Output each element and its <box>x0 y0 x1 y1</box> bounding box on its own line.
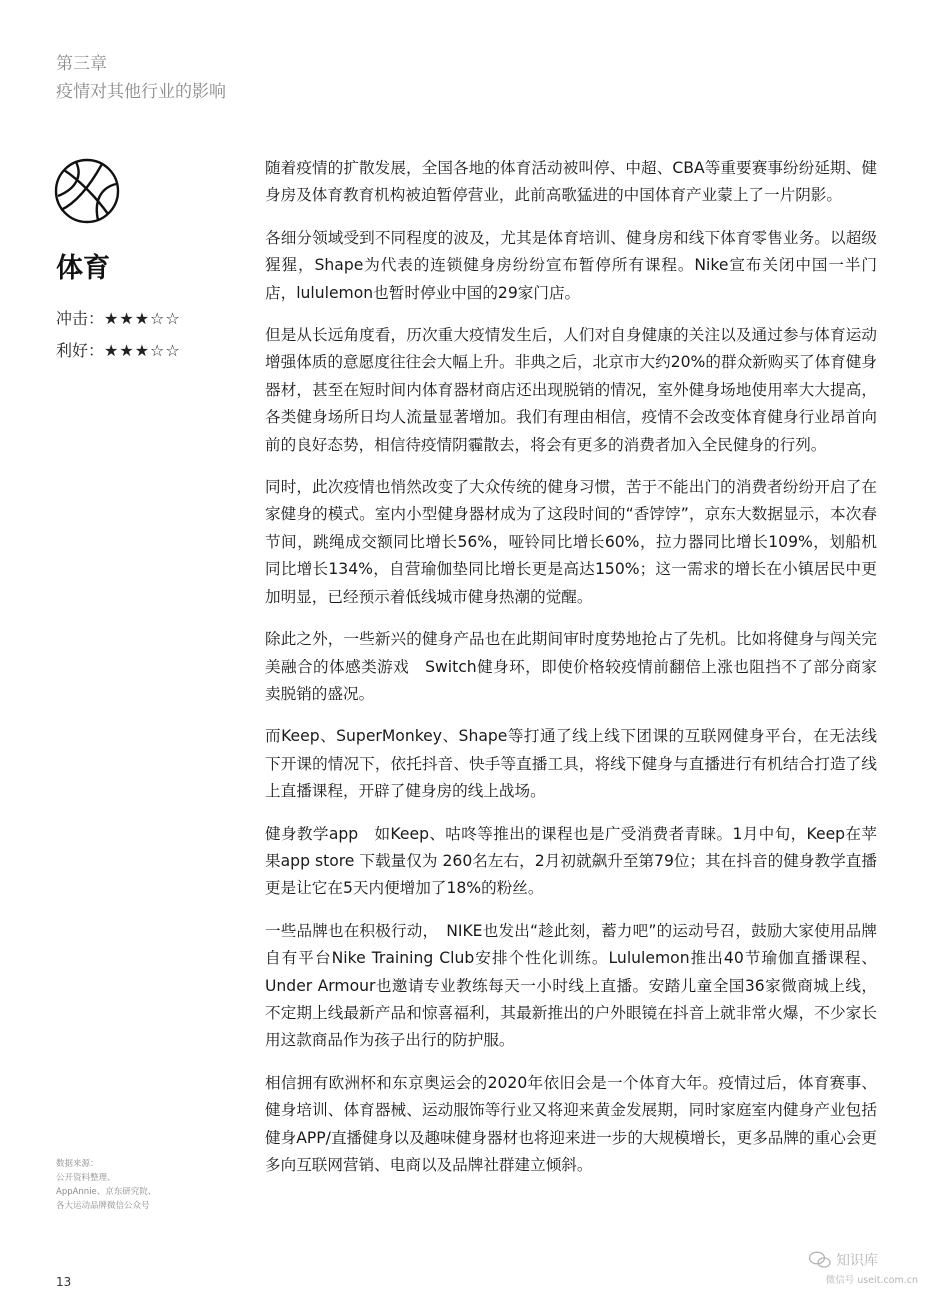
wechat-icon <box>808 1251 832 1269</box>
paragraph: 同时，此次疫情也悄然改变了大众传统的健身习惯，苦于不能出门的消费者纷纷开启了在家健身的模式。室内小型健身器材成为了这段时间的“香饽饽”，京东大数据显示，本次春节间，跳绳成交额同比增长56%，哑铃同比增长60%，拉力器同比增长109%，划船机同比增长134%，自营瑜伽垫同比增长更是高达150%；这一需求的增长在小镇居民中更加明显，已经预示着低线城市健身热潮的觉醒。 <box>265 478 877 606</box>
paragraph: 但是从长远角度看，历次重大疫情发生后，人们对自身健康的关注以及通过参与体育运动增强体质的意愿度往往会大幅上升。非典之后，北京市大约20%的群众新购买了体育健身器材，甚至在短时间内体育器材商店还出现脱销的情况，室外健身场地使用率大大提高，各类健身场所日均人流量显著增加。我们有理由相信，疫情不会改变体育健身行业昂首向前的良好态势，相信待疫情阴霾散去，将会有更多的消费者加入全民健身的行列。 <box>265 326 877 454</box>
source-line: 公开资料整理、 <box>56 1173 116 1183</box>
paragraph: 而Keep、SuperMonkey、Shape等打通了线上线下团课的互联网健身平台，在无法线下开课的情况下，依托抖音、快手等直播工具，将线下健身与直播进行有机结合打造了线上直播课程，开辟了健身房的线上战场。 <box>265 727 877 801</box>
paragraph: 除此之外，一些新兴的健身产品也在此期间审时度势地抢占了先机。比如将健身与闯关完美融合的体感类游戏 Switch健身环，即使价格较疫情前翻倍上涨也阻挡不了部分商家卖脱销的盛况。 <box>265 630 877 703</box>
impact-rating <box>56 306 181 329</box>
watermark-name: 知识库 <box>836 1253 878 1269</box>
benefit-label: 利好： <box>56 341 105 360</box>
sport-title: 体育 <box>56 253 110 284</box>
paragraph: 健身教学app 如Keep、咕咚等推出的课程也是广受消费者青睐。1月中旬，Keep在苹果app store 下载量仅为 260名左右，2月初就飙升至第79位；其在抖音的健身教学直播更是让它在5天内便增加了18%的粉丝。 <box>265 824 877 898</box>
source-label: 数据来源： <box>56 1159 99 1169</box>
page-number: 13 <box>56 1275 72 1289</box>
chapter-label: 第三章 <box>56 54 107 74</box>
paragraph: 相信拥有欧洲杯和东京奥运会的2020年依旧会是一个体育大年。疫情过后，体育赛事、健身培训、体育器械、运动服饰等行业又将迎来黄金发展期，同时家庭室内健身产业包括健身APP/直播健身以及趣味健身器材也将迎来进一步的大规模增长，更多品牌的重心会更多向互联网营销、电商以及品牌社群建立倾斜。 <box>265 1073 877 1174</box>
paragraph: 随着疫情的扩散发展，全国各地的体育活动被叫停、中超、CBA等重要赛事纷纷延期、健身房及体育教育机构被迫暂停营业，此前高歌猛进的中国体育产业蒙上了一片阴影。 <box>265 159 877 205</box>
paragraph: 一些品牌也在积极行动， NIKE也发出“趁此刻，蓄力吧”的运动号召，鼓励大家使用品牌自有平台Nike Training Club安排个性化训练。Lululemon推出40节瑜伽直播课程、Under Armour也邀请专业教练每天一小时线上直播。安踏儿童全国36家微商城上线，不定期上线最新产品和惊喜福利，其最新推出的户外眼镜在抖音上就非常火爆，不少家长用这款商品作为孩子出行的防护服。 <box>265 921 877 1050</box>
chapter-subtitle: 疫情对其他行业的影响 <box>56 82 226 102</box>
impact-stars: ★★★☆☆ <box>104 309 181 328</box>
data-source <box>56 1157 156 1213</box>
source-line: 各大运动品牌微信公众号 <box>56 1201 150 1211</box>
impact-label: 冲击： <box>56 309 105 328</box>
paragraph: 各细分领域受到不同程度的波及，尤其是体育培训、健身房和线下体育零售业务。以超级猩猩，Shape为代表的连锁健身房纷纷宣布暂停所有课程。Nike宣布关闭中国一半门店，lululemon也暂时停业中国的29家门店。 <box>265 228 877 302</box>
benefit-rating <box>56 338 181 361</box>
benefit-stars: ★★★☆☆ <box>104 341 181 360</box>
watermark <box>808 1250 918 1286</box>
chapter-heading <box>56 50 226 106</box>
source-line: AppAnnie、京东研究院、 <box>56 1187 157 1197</box>
article-body <box>265 155 877 1194</box>
watermark-account: 微信号 useit.com.cn <box>825 1275 918 1286</box>
basketball-icon <box>54 158 120 224</box>
